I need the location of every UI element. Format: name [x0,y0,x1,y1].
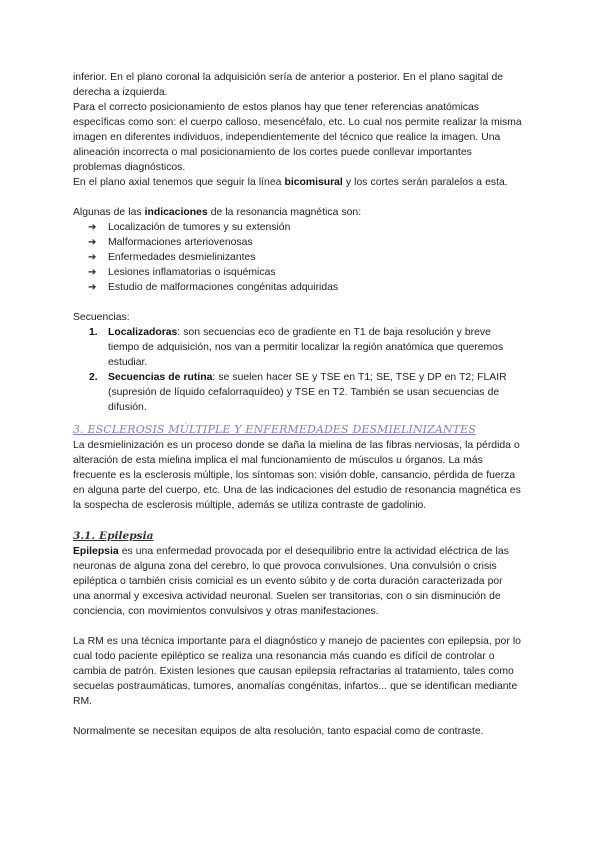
sequences-list [73,325,523,415]
indications-list [73,220,523,295]
arrow-icon: ➔ [88,282,97,293]
list-item-text: Localización de tumores y su extensión [108,222,291,233]
axial-paragraph [73,175,523,190]
axial-pre: En el plano axial tenemos que seguir la línea [73,177,285,188]
intro-paragraph: Para el correcto posicionamiento de estos planos hay que tener referencias anatómicas específicas como son: el cuerpo calloso, mesencéfalo, etc. Lo cual nos permite realizar la misma imagen en diferentes individuos, independientemente del técnico que realice la imagen. Una alineación incorrecta o mal posicionamiento de los cortes puede conllevar importantes problemas diagnósticos. [73,102,522,173]
sequence-text: : son secuencias eco de gradiente en T1 de baja resolución y breve tiempo de adquisición, nos van a permitir localizar la región anatómica que queremos estudiar. [108,327,504,368]
epilepsy-paragraph-3: Normalmente se necesitan equipos de alta resolución, tanto espacial como de contraste. [73,726,484,737]
axial-bold-term: bicomisural [284,177,343,188]
list-number: 2. [89,372,98,383]
section3-body: La desmielinización es un proceso donde se daña la mielina de las fibras nerviosas, la pérdida o alteración de esta mielina implica el mal funcionamiento de músculos u órganos. La más frecuente es la esclerosis múltiple, los síntomas son: visión doble, cansancio, pérdida de fuerza en alguna parte del cuerpo, etc. Una de las indicaciones del estudio de resonancia magnética es la sospecha de esclerosis múltiple, además se utiliza contraste de gadolinio. [73,440,521,511]
indications-post: de la resonancia magnética son: [207,207,362,218]
document-body [73,70,523,739]
section-heading-3: 3. ESCLEROSIS MÚLTIPLE Y ENFERMEDADES DESMIELINIZANTES [73,423,476,436]
arrow-icon: ➔ [88,267,97,278]
sequence-text: : se suelen hacer SE y TSE en T1; SE, TSE y DP en T2; FLAIR (supresión de líquido cefalorraquídeo) y TSE en T2. También se usan secuencias de difusión. [108,372,507,413]
list-item-text: Enfermedades desmielinizantes [108,252,256,263]
list-number: 1. [89,327,98,338]
subsection-heading-3-1: 3.1. Epilepsia [73,530,154,542]
list-item [88,250,523,265]
sequence-title: Localizadoras [108,327,178,338]
indications-bold-term: indicaciones [144,207,208,218]
epilepsy-paragraph-1 [73,544,523,619]
arrow-icon: ➔ [88,252,97,263]
list-item [88,220,523,235]
list-item-text: Lesiones inflamatorias o isquémicas [108,267,276,278]
epilepsy-bold-term: Epilepsia [73,546,119,557]
epilepsy-text: es una enfermedad provocada por el desequilibrio entre la actividad eléctrica de las neuronas de alguna zona del cerebro, lo que provoca convulsiones. Una convulsión o crisis epiléptica o también crisis comicial es un evento súbito y de corta duración caracterizada por una anormal y excesiva actividad neuronal. Suelen ser transitorias, con o sin disminución de conciencia, con movimientos convulsivos y otras manifestaciones. [73,546,509,617]
indications-intro [73,205,523,220]
list-item [88,265,523,280]
intro-line: inferior. En el plano coronal la adquisición sería de anterior a posterior. En el plano sagital de derecha a izquierda. [73,72,504,98]
axial-post: y los cortes serán paralelos a esta. [342,177,508,188]
list-item-text: Malformaciones arteriovenosas [108,237,253,248]
epilepsy-paragraph-2: La RM es una técnica importante para el diagnóstico y manejo de pacientes con epilepsia, por lo cual todo paciente epiléptico se realiza una resonancia más cuando es difícil de controlar o cambia de patrón. Existen lesiones que causan epilepsia refractarias al tratamiento, tales como secuelas postraumáticas, tumores, anomalías congénitas, infartos... que se identifican mediante RM. [73,636,521,707]
list-item [89,370,523,415]
list-item [89,325,523,370]
sequences-label: Secuencias: [73,312,130,323]
list-item [88,235,523,250]
indications-pre: Algunas de las [73,207,145,218]
sequence-title: Secuencias de rutina [108,372,213,383]
list-item-text: Estudio de malformaciones congénitas adquiridas [108,282,339,293]
arrow-icon: ➔ [88,237,97,248]
arrow-icon: ➔ [88,222,97,233]
list-item [88,280,523,295]
